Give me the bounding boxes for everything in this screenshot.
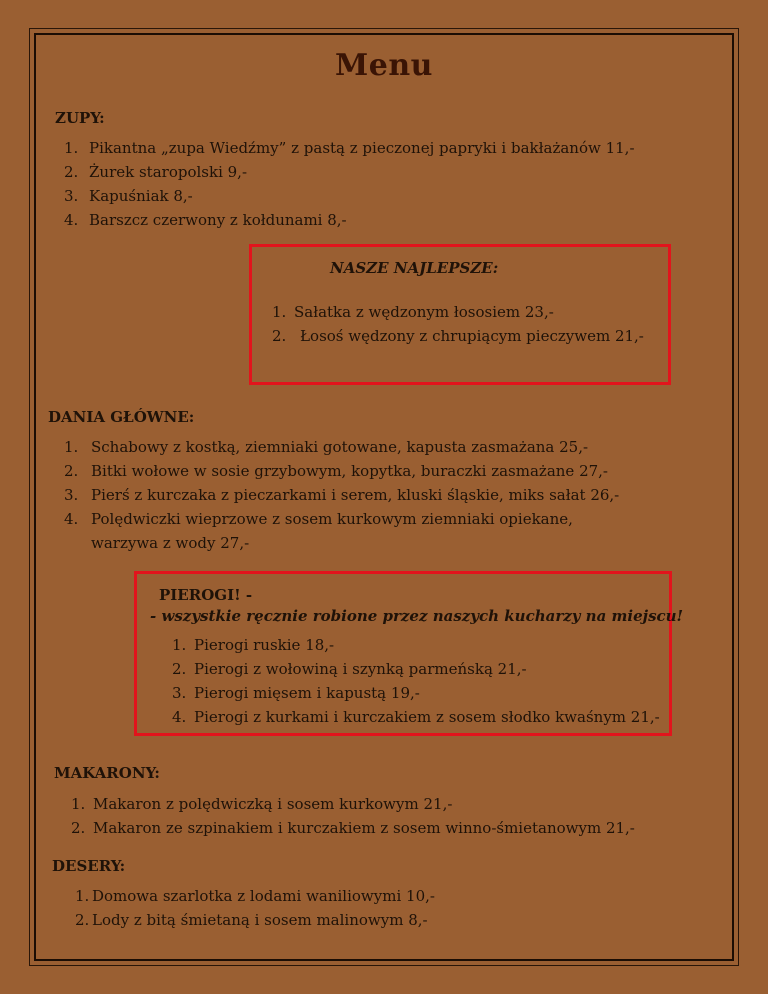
list-item: 3. Pierś z kurczaka z pieczarkami i serem, kluski śląskie, miks sałat 26,- <box>64 486 620 504</box>
list-item: 4. Polędwiczki wieprzowe z sosem kurkowym ziemniaki opiekane, <box>64 510 573 528</box>
zupy-heading: ZUPY: <box>55 109 105 127</box>
makarony-list <box>71 792 635 840</box>
pierogi-subheading: - wszystkie ręcznie robione przez naszych kucharzy na miejscu! <box>150 607 684 625</box>
list-item: 1. Pierogi ruskie 18,- <box>172 636 335 654</box>
list-item: 1. Makaron z polędwiczką i sosem kurkowym 21,- <box>71 795 453 813</box>
list-item: 1. Sałatka z wędzonym łososiem 23,- <box>272 303 554 321</box>
list-item: 4. Barszcz czerwony z kołdunami 8,- <box>64 211 347 229</box>
list-item: 4. Pierogi z kurkami i kurczakiem z sosem słodko kwaśnym 21,- <box>172 708 660 726</box>
dania-heading: DANIA GŁÓWNE: <box>48 408 195 426</box>
desery-list <box>75 884 435 932</box>
list-item: 2. Łosoś wędzony z chrupiącym pieczywem 21,- <box>272 327 644 345</box>
list-item: 3. Kapuśniak 8,- <box>64 187 193 205</box>
najlepsze-heading: NASZE NAJLEPSZE: <box>330 259 499 277</box>
menu-title: Menu <box>335 48 433 83</box>
najlepsze-list <box>272 300 644 348</box>
zupy-list <box>64 136 635 232</box>
list-item: 2. Żurek staropolski 9,- <box>64 163 248 181</box>
list-item: 2. Makaron ze szpinakiem i kurczakiem z sosem winno-śmietanowym 21,- <box>71 819 635 837</box>
list-item: 2. Pierogi z wołowiną i szynką parmeńską 21,- <box>172 660 527 678</box>
desery-heading: DESERY: <box>52 857 126 875</box>
dania-list <box>64 435 619 555</box>
list-item: 1. Schabowy z kostką, ziemniaki gotowane, kapusta zasmażana 25,- <box>64 438 589 456</box>
pierogi-list <box>172 633 660 729</box>
makarony-heading: MAKARONY: <box>54 764 160 782</box>
list-item: 2. Bitki wołowe w sosie grzybowym, kopytka, buraczki zasmażane 27,- <box>64 462 608 480</box>
list-item: 2. Lody z bitą śmietaną i sosem malinowym 8,- <box>75 911 428 929</box>
list-item: 3. Pierogi mięsem i kapustą 19,- <box>172 684 420 702</box>
list-item: 1. Domowa szarlotka z lodami waniliowymi 10,- <box>75 887 435 905</box>
list-item: 1. Pikantna „zupa Wiedźmy” z pastą z pieczonej papryki i bakłażanów 11,- <box>64 139 635 157</box>
pierogi-heading: PIEROGI! - <box>159 586 253 604</box>
list-item-continuation: warzywa z wody 27,- <box>91 534 250 552</box>
